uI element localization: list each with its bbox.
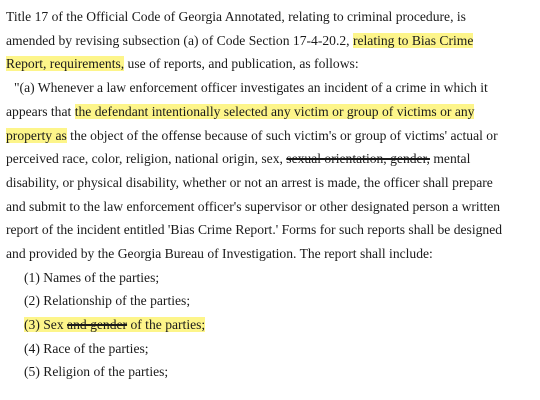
subsection-text: and provided by the Georgia Bureau of Investigation. The report shall include: (6, 246, 433, 261)
list-item-text: (1) Names of the parties; (24, 270, 160, 285)
subsection-text: "(a) Whenever a law enforcement officer investigates an incident of a crime in which it (14, 80, 488, 95)
struck-text: and gender (67, 317, 128, 332)
subsection-text: mental (429, 151, 471, 166)
intro-text: Title 17 of the Official Code of Georgia Annotated, relating to criminal procedure, is (6, 9, 466, 24)
struck-text: sexual orientation, gender, (286, 151, 430, 166)
subsection-a-line-8 (6, 245, 433, 263)
subsection-text: report of the incident entitled 'Bias Crime Report.' Forms for such reports shall be designed (6, 222, 503, 237)
list-item (24, 340, 149, 358)
highlighted-text: Report, requirements, (6, 56, 125, 71)
intro-line-1 (6, 8, 466, 26)
list-item-text: (4) Race of the parties; (24, 341, 149, 356)
list-item-text: of the parties; (127, 317, 206, 332)
subsection-text: perceived race, color, religion, national origin, sex, (6, 151, 287, 166)
intro-text: amended by revising subsection (a) of Code Section 17-4-20.2, (6, 33, 353, 48)
subsection-a-line-5 (6, 174, 493, 192)
subsection-a-line-1 (14, 79, 488, 97)
intro-line-2 (6, 32, 473, 50)
list-item (24, 292, 190, 310)
list-item (24, 316, 205, 334)
subsection-a-line-7 (6, 221, 502, 239)
subsection-text: the object of the offense because of such victim's or group of victims' actual or (66, 128, 498, 143)
list-item-text: (2) Relationship of the parties; (24, 293, 191, 308)
intro-text: use of reports, and publication, as follows: (124, 56, 359, 71)
subsection-a-line-4 (6, 150, 470, 168)
highlighted-text: the defendant intentionally selected any victim or group of victims or any (74, 104, 475, 119)
subsection-a-line-2 (6, 103, 474, 121)
subsection-text: and submit to the law enforcement officer's supervisor or other designated person a written (6, 199, 501, 214)
subsection-text: appears that (6, 104, 75, 119)
highlighted-list-item (24, 317, 205, 332)
list-item (24, 363, 168, 381)
highlighted-text: property as (6, 128, 67, 143)
subsection-a-line-3 (6, 127, 498, 145)
list-item-text: (3) Sex (24, 317, 68, 332)
intro-line-3 (6, 55, 359, 73)
list-item (24, 269, 159, 287)
highlighted-text: relating to Bias Crime (352, 33, 474, 48)
subsection-text: disability, or physical disability, whether or not an arrest is made, the officer shall prepare (6, 175, 493, 190)
list-item-text: (5) Religion of the parties; (24, 364, 169, 379)
subsection-a-line-6 (6, 198, 500, 216)
